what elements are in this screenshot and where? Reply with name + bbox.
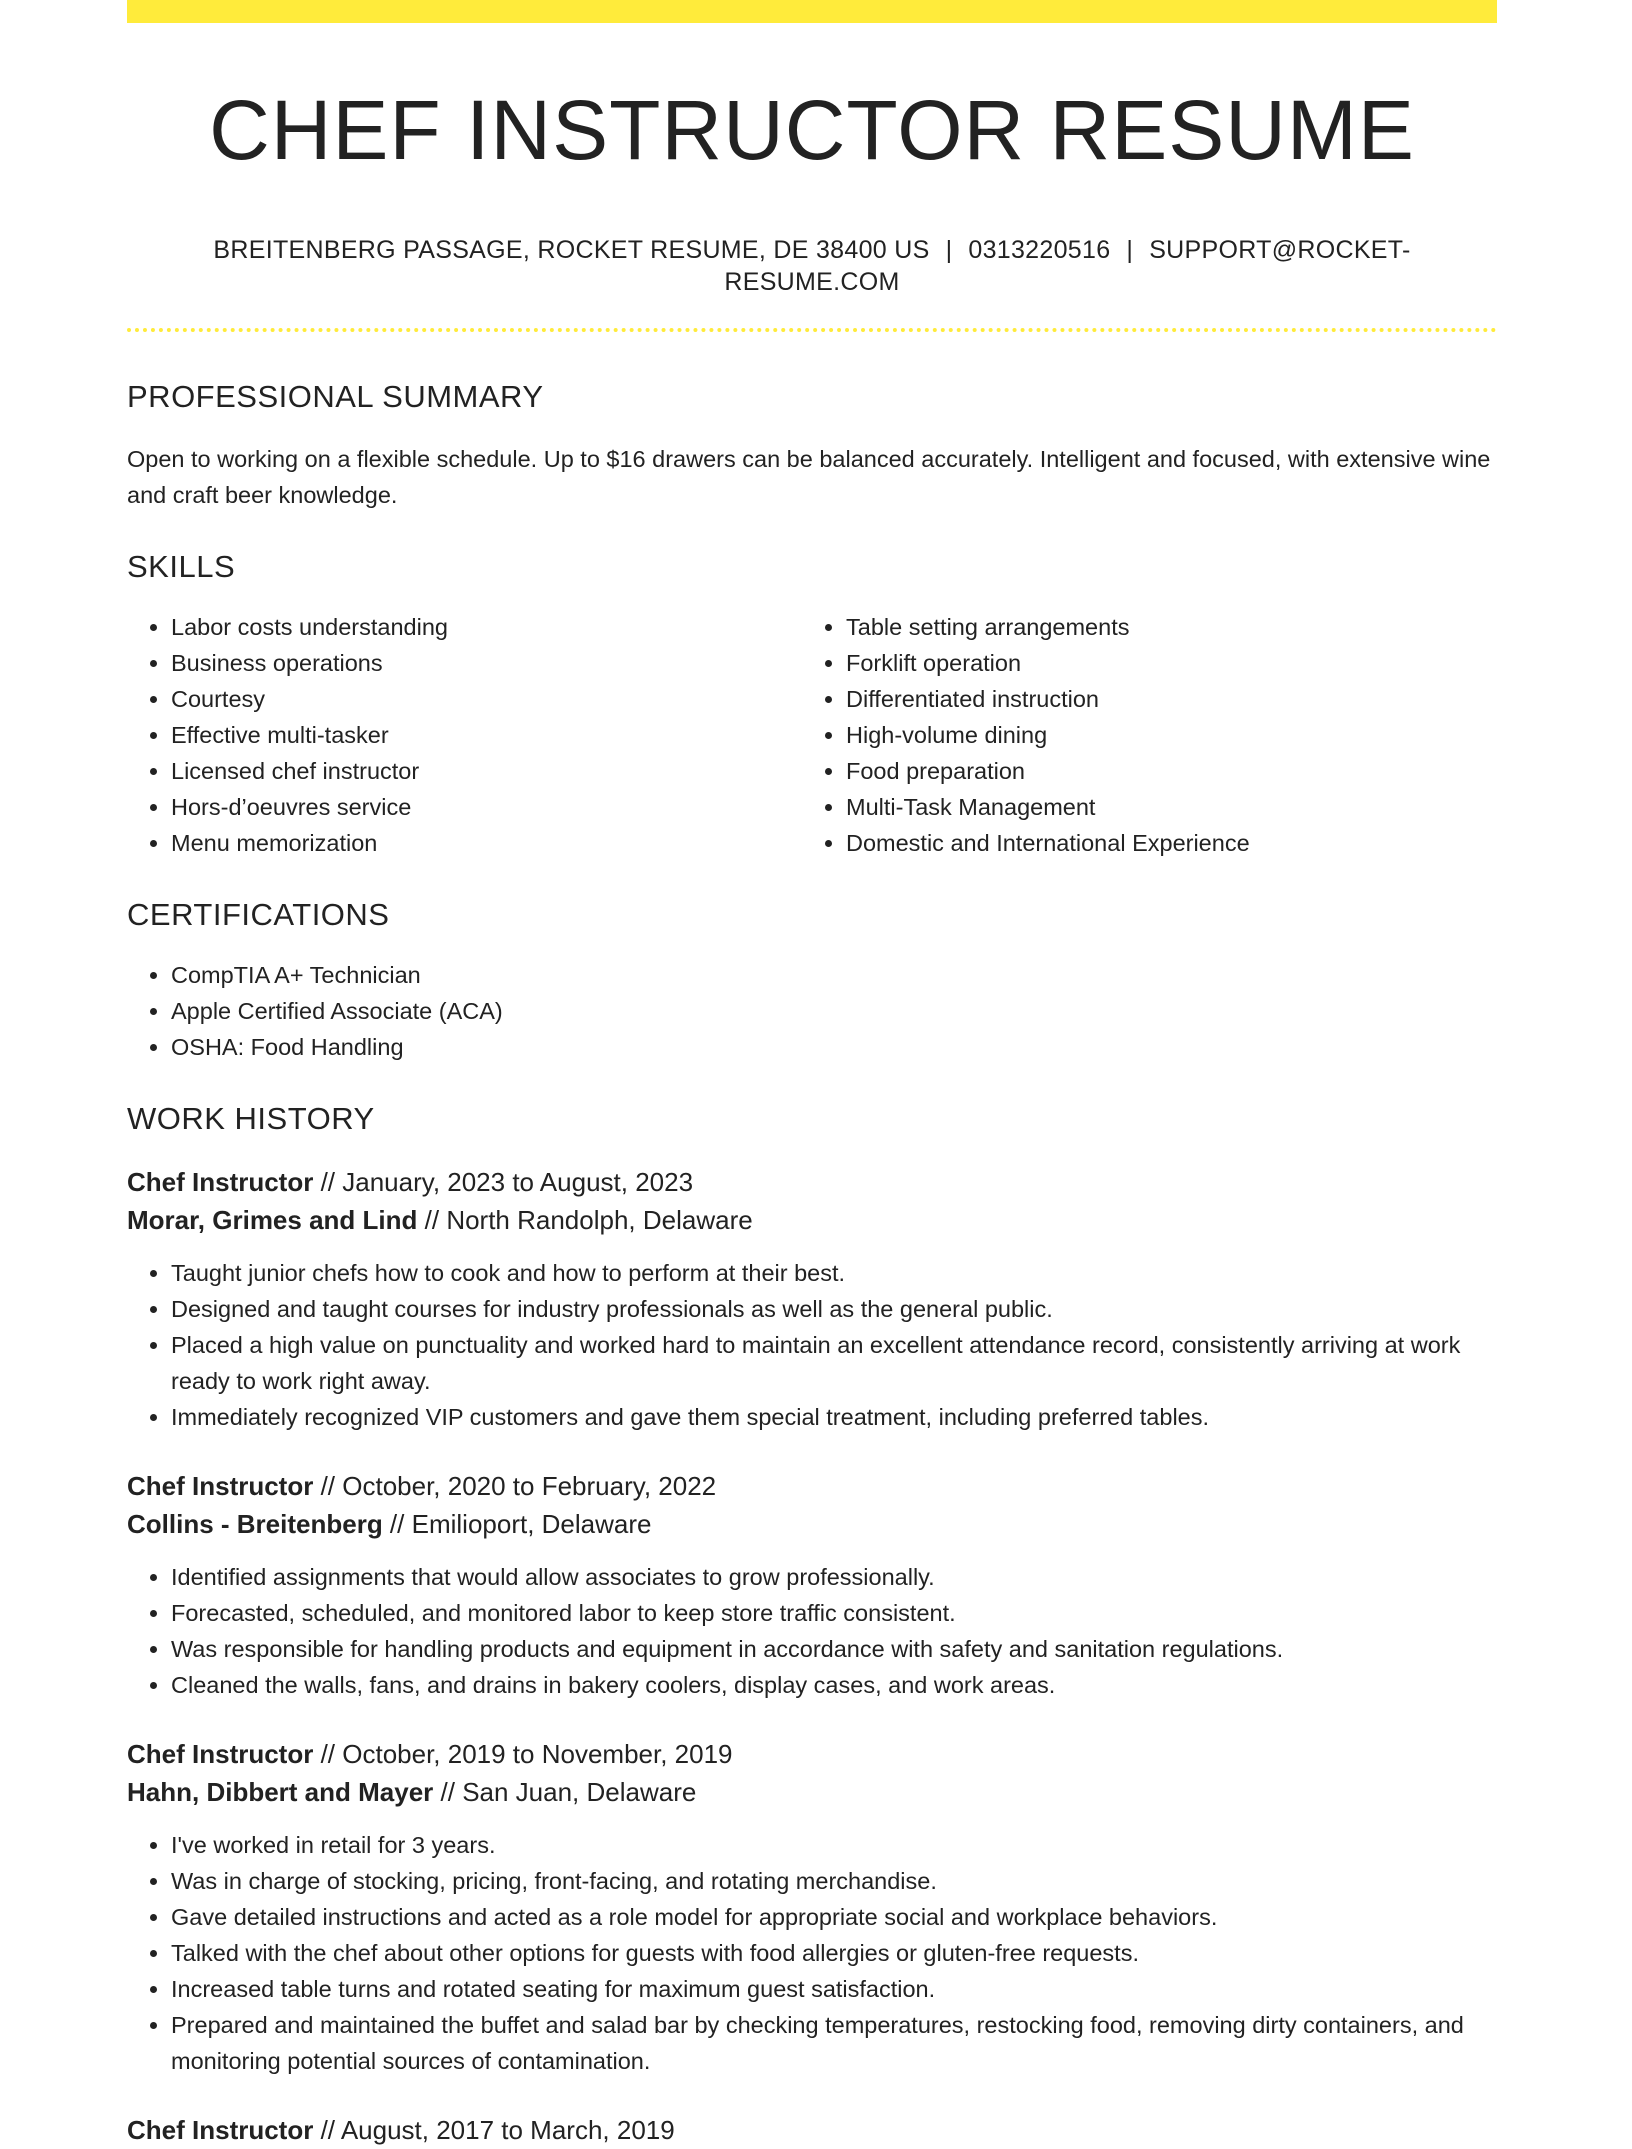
job-divider: //	[382, 1509, 412, 1539]
job-location: San Juan, Delaware	[462, 1777, 697, 1807]
job-role: Chef Instructor	[127, 2115, 314, 2145]
skill-item: • Business operations	[171, 645, 802, 681]
job-spacer	[127, 1703, 1497, 1735]
contact-line	[127, 234, 1497, 298]
certification-item: • CompTIA A+ Technician	[171, 957, 1497, 993]
job-role: Chef Instructor	[127, 1471, 314, 1501]
skill-item: • Licensed chef instructor	[171, 753, 802, 789]
resume-title: CHEF INSTRUCTOR RESUME	[209, 83, 1415, 177]
job-role-line	[127, 1467, 1497, 1505]
job-dates: October, 2019 to November, 2019	[342, 1739, 733, 1769]
skill-item: • Menu memorization	[171, 825, 802, 861]
skill-item: • Food preparation	[846, 753, 1477, 789]
job-role-line	[127, 1735, 1497, 1773]
job-bullets	[127, 1559, 1497, 1703]
job-bullets	[127, 1827, 1497, 2079]
job-location: Emilioport, Delaware	[411, 1509, 652, 1539]
skill-item: • Domestic and International Experience	[846, 825, 1477, 861]
certifications-list	[127, 957, 1497, 1065]
skills-list-left	[127, 609, 802, 861]
job-divider: //	[433, 1777, 463, 1807]
skill-item: • Effective multi-tasker	[171, 717, 802, 753]
resume-content	[127, 0, 1497, 2149]
skills-list-right	[802, 609, 1477, 861]
job-role-line	[127, 2111, 1497, 2149]
skills-grid	[127, 609, 1497, 861]
job-bullet: • Taught junior chefs how to cook and how to perform at their best.	[171, 1255, 1497, 1291]
certification-item: • OSHA: Food Handling	[171, 1029, 1497, 1065]
job-divider: //	[313, 1471, 343, 1501]
job-bullet: • Cleaned the walls, fans, and drains in bakery coolers, display cases, and work areas.	[171, 1667, 1497, 1703]
contact-separator: |	[945, 236, 953, 264]
job-company-line	[127, 1505, 1497, 1543]
job-role: Chef Instructor	[127, 1167, 314, 1197]
skill-item: • Hors-d’oeuvres service	[171, 789, 802, 825]
skill-item: • Multi-Task Management	[846, 789, 1477, 825]
skill-item: • Table setting arrangements	[846, 609, 1477, 645]
job-bullets	[127, 1255, 1497, 1435]
job-bullet: • Immediately recognized VIP customers and gave them special treatment, including preferred tables.	[171, 1399, 1497, 1435]
certifications-heading: CERTIFICATIONS	[127, 897, 390, 932]
work-history-heading: WORK HISTORY	[127, 1101, 375, 1136]
job-bullet: • I've worked in retail for 3 years.	[171, 1827, 1497, 1863]
job-divider: //	[417, 1205, 447, 1235]
skill-item: • Forklift operation	[846, 645, 1477, 681]
job-dates: August, 2017 to March, 2019	[340, 2115, 675, 2145]
contact-email: SUPPORT@ROCKET-RESUME.COM	[724, 236, 1411, 296]
job-bullet: • Talked with the chef about other options for guests with food allergies or gluten-free requests.	[171, 1935, 1497, 1971]
skills-column-left	[127, 609, 802, 861]
job-spacer	[127, 2079, 1497, 2111]
job-divider: //	[313, 2115, 341, 2145]
job-bullet: • Was responsible for handling products and equipment in accordance with safety and sanitation regulations.	[171, 1631, 1497, 1667]
job-divider: //	[313, 1739, 343, 1769]
job-company: Collins - Breitenberg	[127, 1509, 383, 1539]
skill-item: • Courtesy	[171, 681, 802, 717]
job-bullet: • Identified assignments that would allow associates to grow professionally.	[171, 1559, 1497, 1595]
job-role-line	[127, 1163, 1497, 1201]
certification-item: • Apple Certified Associate (ACA)	[171, 993, 1497, 1029]
job-bullet: • Placed a high value on punctuality and worked hard to maintain an excellent attendance record, consistently arriving at work ready to work right away.	[171, 1327, 1497, 1399]
job-bullet: • Forecasted, scheduled, and monitored labor to keep store traffic consistent.	[171, 1595, 1497, 1631]
job-spacer	[127, 1435, 1497, 1467]
job-company: Morar, Grimes and Lind	[127, 1205, 418, 1235]
job-bullet: • Was in charge of stocking, pricing, front-facing, and rotating merchandise.	[171, 1863, 1497, 1899]
skill-item: • Differentiated instruction	[846, 681, 1477, 717]
summary-text: Open to working on a flexible schedule. Up to $16 drawers can be balanced accurately. Intelligent and focused, with extensive wine and craft beer knowledge.	[127, 446, 1491, 508]
job-divider: //	[313, 1167, 343, 1197]
summary-heading: PROFESSIONAL SUMMARY	[127, 379, 544, 414]
skill-item: • High-volume dining	[846, 717, 1477, 753]
job-bullet: • Designed and taught courses for industry professionals as well as the general public.	[171, 1291, 1497, 1327]
skills-column-right	[802, 609, 1477, 861]
contact-phone: 0313220516	[968, 236, 1111, 264]
contact-separator: |	[1126, 236, 1134, 264]
job-bullet: • Increased table turns and rotated seating for maximum guest satisfaction.	[171, 1971, 1497, 2007]
job-dates: October, 2020 to February, 2022	[342, 1471, 717, 1501]
job-company: Hahn, Dibbert and Mayer	[127, 1777, 434, 1807]
job-company-line	[127, 1773, 1497, 1811]
dotted-divider	[127, 328, 1497, 332]
job-role: Chef Instructor	[127, 1739, 314, 1769]
job-bullet: • Prepared and maintained the buffet and salad bar by checking temperatures, restocking food, removing dirty containers, and monitoring potential sources of contamination.	[171, 2007, 1497, 2079]
job-company-line	[127, 1201, 1497, 1239]
job-dates: January, 2023 to August, 2023	[342, 1167, 694, 1197]
skill-item: • Labor costs understanding	[171, 609, 802, 645]
contact-address: BREITENBERG PASSAGE, ROCKET RESUME, DE 38400 US	[213, 236, 930, 264]
skills-heading: SKILLS	[127, 549, 236, 584]
job-bullet: • Gave detailed instructions and acted as a role model for appropriate social and workplace behaviors.	[171, 1899, 1497, 1935]
job-location: North Randolph, Delaware	[446, 1205, 753, 1235]
